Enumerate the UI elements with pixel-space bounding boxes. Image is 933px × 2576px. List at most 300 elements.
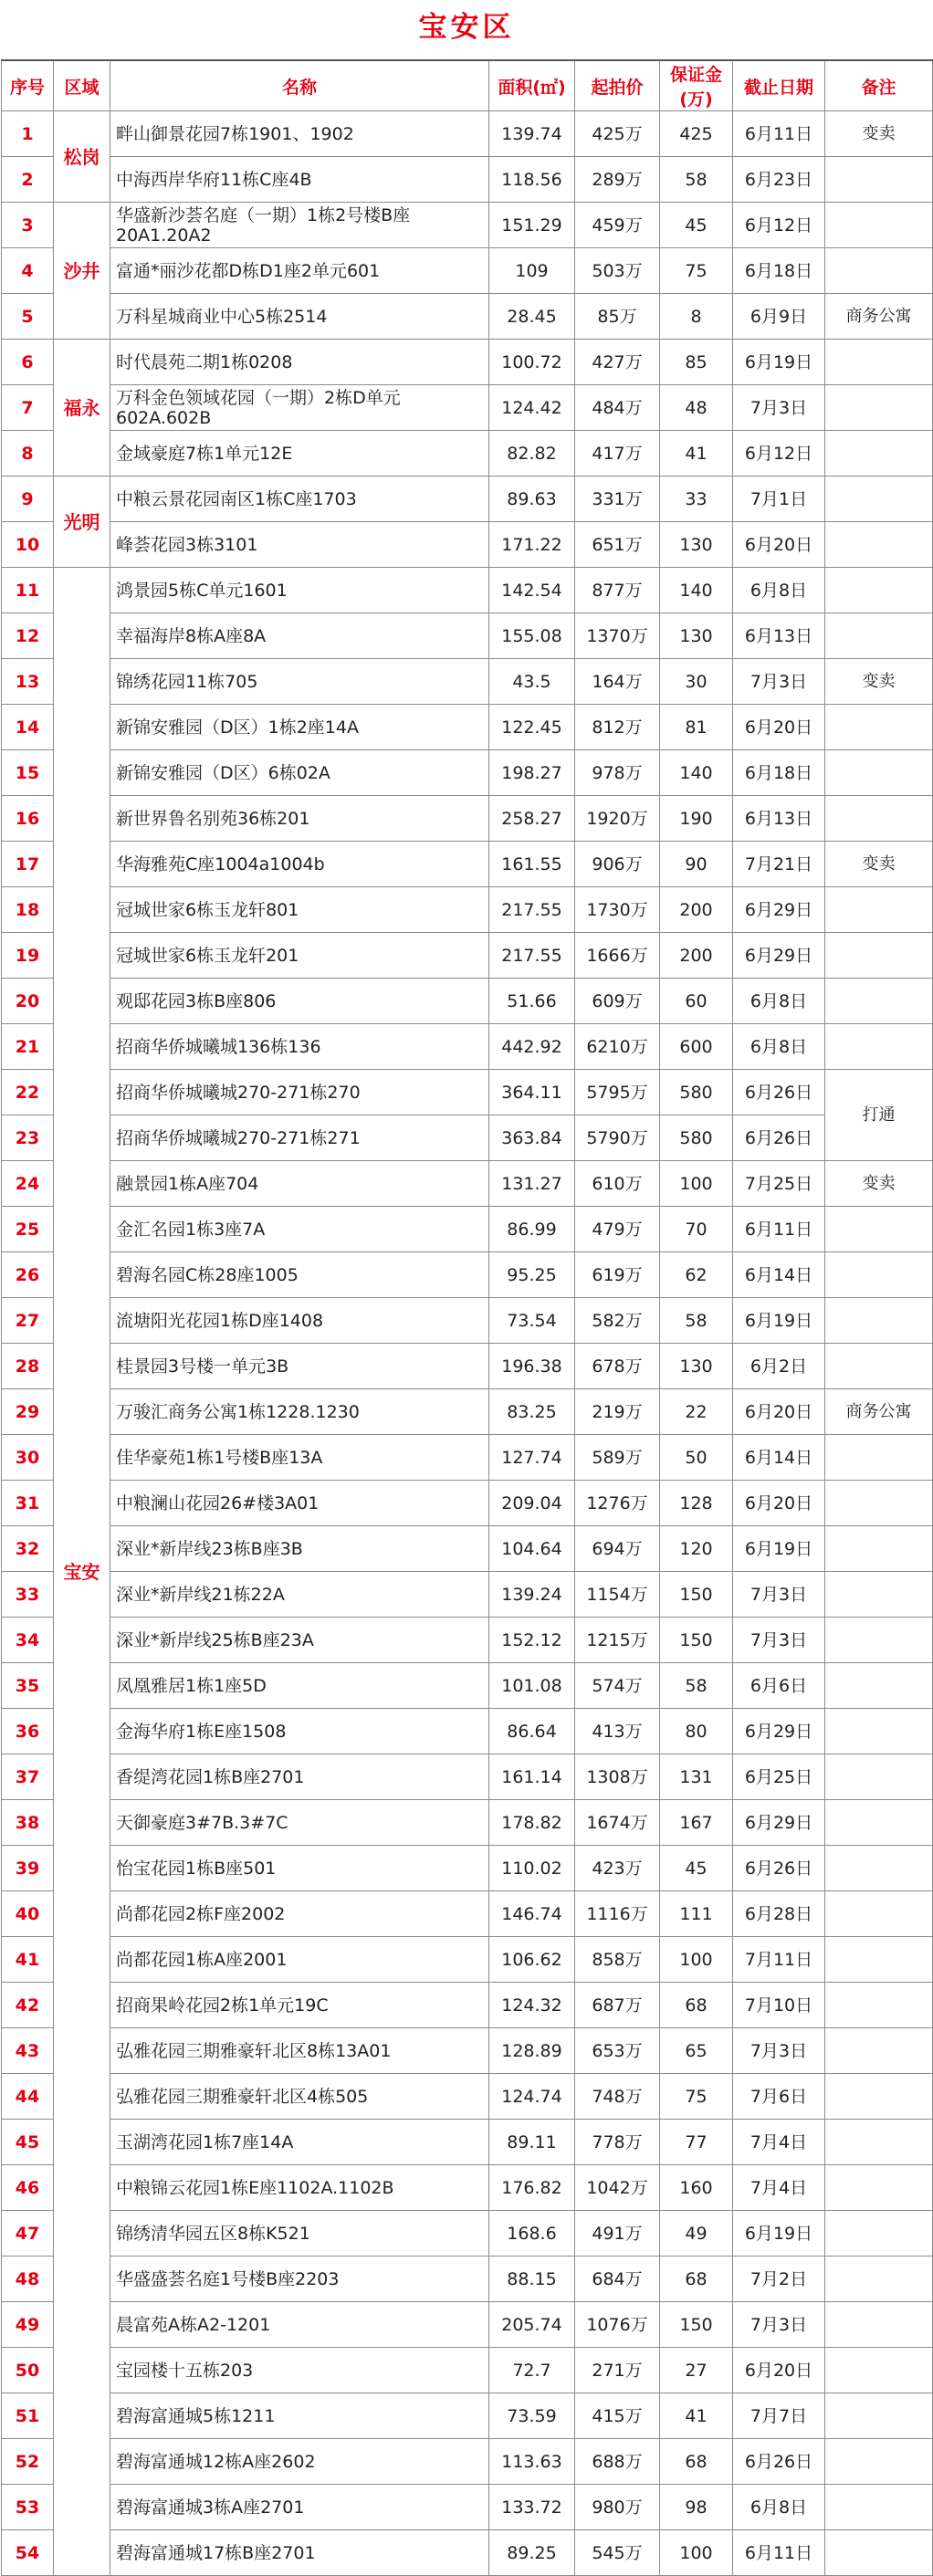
row-note — [825, 2348, 933, 2393]
table-row — [2, 568, 933, 613]
row-seq: 54 — [2, 2530, 54, 2576]
row-seq: 47 — [2, 2211, 54, 2257]
row-name-line: 新世界鲁名别苑36栋201 — [116, 808, 310, 829]
row-price: 6210万 — [575, 1024, 660, 1070]
row-name-line: 新锦安雅园（D区）1栋2座14A — [116, 717, 359, 738]
row-deposit: 580 — [660, 1070, 733, 1115]
row-deadline: 7月3日 — [733, 2028, 825, 2074]
row-note: 变卖 — [825, 111, 933, 157]
row-name-line: 冠城世家6栋玉龙轩801 — [116, 899, 299, 920]
row-deadline: 7月4日 — [733, 2165, 825, 2211]
row-name — [110, 1161, 489, 1207]
row-deadline: 6月18日 — [733, 750, 825, 796]
row-deadline: 7月3日 — [733, 385, 825, 431]
row-note — [825, 1754, 933, 1800]
row-deposit: 70 — [660, 1207, 733, 1252]
row-name — [110, 887, 489, 933]
table-row — [2, 2211, 933, 2257]
row-name-line: 佳华豪苑1栋1号楼B座13A — [116, 1447, 323, 1468]
row-deadline: 6月19日 — [733, 1298, 825, 1344]
row-note — [825, 2439, 933, 2485]
row-price: 980万 — [575, 2485, 660, 2530]
row-deadline: 6月8日 — [733, 568, 825, 613]
row-deposit: 58 — [660, 157, 733, 203]
row-deposit: 8 — [660, 294, 733, 340]
row-area: 86.99 — [489, 1207, 575, 1252]
row-deposit: 81 — [660, 705, 733, 750]
table-header-row — [2, 60, 933, 111]
row-deposit: 100 — [660, 2530, 733, 2576]
row-area: 89.25 — [489, 2530, 575, 2576]
row-note — [825, 979, 933, 1024]
row-name — [110, 2302, 489, 2348]
row-area: 131.27 — [489, 1161, 575, 1207]
table-row — [2, 2530, 933, 2576]
row-note — [825, 2257, 933, 2302]
row-deadline: 6月29日 — [733, 1800, 825, 1846]
row-note: 变卖 — [825, 1161, 933, 1207]
row-price: 1276万 — [575, 1481, 660, 1526]
table-row — [2, 887, 933, 933]
row-note — [825, 2074, 933, 2120]
row-note — [825, 385, 933, 431]
row-seq: 30 — [2, 1435, 54, 1481]
row-deadline: 7月3日 — [733, 1618, 825, 1663]
row-deposit: 27 — [660, 2348, 733, 2393]
table-row — [2, 1252, 933, 1298]
row-name-line: 峰荟花园3栋3101 — [116, 534, 258, 555]
row-note — [825, 2211, 933, 2257]
row-deadline: 6月13日 — [733, 796, 825, 842]
row-name-line: 华海雅苑C座1004a1004b — [116, 853, 325, 874]
row-seq: 14 — [2, 705, 54, 750]
table-row — [2, 1207, 933, 1252]
row-name-line: 观邸花园3栋B座806 — [116, 990, 277, 1011]
row-deposit: 80 — [660, 1709, 733, 1754]
row-name-line: 华盛新沙荟名庭（一期）1栋2号楼B座 — [116, 204, 411, 225]
row-note — [825, 1983, 933, 2028]
row-name-line: 锦绣花园11栋705 — [116, 671, 258, 692]
row-name-line: 富通*丽沙花都D栋D1座2单元601 — [116, 260, 381, 281]
table-row — [2, 842, 933, 887]
header-name: 名称 — [110, 60, 489, 111]
row-name-line: 602A.602B — [116, 407, 212, 428]
row-name — [110, 1709, 489, 1754]
row-seq: 41 — [2, 1937, 54, 1983]
row-note — [825, 2165, 933, 2211]
row-deadline: 6月18日 — [733, 248, 825, 294]
row-note — [825, 1252, 933, 1298]
row-note — [825, 1344, 933, 1389]
row-price: 684万 — [575, 2257, 660, 2302]
row-name-line: 新锦安雅园（D区）6栋02A — [116, 762, 330, 783]
row-deadline: 6月9日 — [733, 294, 825, 340]
row-name — [110, 431, 489, 476]
row-area: 95.25 — [489, 1252, 575, 1298]
row-seq: 31 — [2, 1481, 54, 1526]
row-price: 651万 — [575, 522, 660, 568]
row-area: 198.27 — [489, 750, 575, 796]
row-deadline: 7月4日 — [733, 2120, 825, 2165]
row-name-line: 万骏汇商务公寓1栋1228.1230 — [116, 1401, 360, 1422]
row-name — [110, 796, 489, 842]
table-row — [2, 2257, 933, 2302]
row-note — [825, 1618, 933, 1663]
row-note — [825, 1937, 933, 1983]
row-name — [110, 659, 489, 705]
row-seq: 46 — [2, 2165, 54, 2211]
row-name-line: 天御豪庭3#7B.3#7C — [116, 1812, 288, 1833]
row-deposit: 150 — [660, 2302, 733, 2348]
table-row — [2, 476, 933, 522]
row-area: 128.89 — [489, 2028, 575, 2074]
table-row — [2, 1070, 933, 1115]
row-name-line: 深业*新岸线21栋22A — [116, 1584, 285, 1605]
row-deposit: 45 — [660, 1846, 733, 1891]
table-row — [2, 431, 933, 476]
row-name — [110, 2393, 489, 2439]
row-seq: 48 — [2, 2257, 54, 2302]
row-name-line: 融景园1栋A座704 — [116, 1173, 259, 1194]
row-deadline: 6月20日 — [733, 2348, 825, 2393]
table-row — [2, 659, 933, 705]
table-row — [2, 1572, 933, 1618]
table-row — [2, 1389, 933, 1435]
region-cell: 松岗 — [54, 111, 110, 203]
row-note — [825, 1663, 933, 1709]
row-seq: 28 — [2, 1344, 54, 1389]
row-name — [110, 1846, 489, 1891]
row-name — [110, 522, 489, 568]
row-name-line: 尚都花园2栋F座2002 — [116, 1903, 286, 1924]
row-area: 51.66 — [489, 979, 575, 1024]
row-deadline: 6月29日 — [733, 1709, 825, 1754]
row-name-line: 碧海富通城12栋A座2602 — [116, 2451, 316, 2472]
row-seq: 2 — [2, 157, 54, 203]
row-deadline: 7月3日 — [733, 2302, 825, 2348]
row-price: 427万 — [575, 340, 660, 385]
region-cell: 光明 — [54, 476, 110, 568]
row-seq: 6 — [2, 340, 54, 385]
row-deadline: 7月21日 — [733, 842, 825, 887]
row-name-line: 鸿景园5栋C单元1601 — [116, 580, 288, 601]
row-deposit: 100 — [660, 1161, 733, 1207]
row-deposit: 90 — [660, 842, 733, 887]
row-seq: 10 — [2, 522, 54, 568]
table-body — [2, 111, 933, 2576]
row-price: 582万 — [575, 1298, 660, 1344]
row-name — [110, 1800, 489, 1846]
row-price: 1116万 — [575, 1891, 660, 1937]
row-deposit: 425 — [660, 111, 733, 157]
row-deposit: 68 — [660, 1983, 733, 2028]
row-deadline: 6月19日 — [733, 340, 825, 385]
table-row — [2, 1663, 933, 1709]
row-deposit: 75 — [660, 248, 733, 294]
table-row — [2, 2485, 933, 2530]
row-name — [110, 157, 489, 203]
row-price: 574万 — [575, 1663, 660, 1709]
row-price: 484万 — [575, 385, 660, 431]
row-price: 1042万 — [575, 2165, 660, 2211]
row-deadline: 6月12日 — [733, 203, 825, 248]
row-name — [110, 2439, 489, 2485]
row-deadline: 6月13日 — [733, 613, 825, 659]
row-deposit: 190 — [660, 796, 733, 842]
row-price: 978万 — [575, 750, 660, 796]
row-note — [825, 340, 933, 385]
row-name-line: 金汇名园1栋3座7A — [116, 1219, 266, 1240]
row-name — [110, 1754, 489, 1800]
row-note: 变卖 — [825, 842, 933, 887]
auction-table — [1, 59, 933, 2576]
row-seq: 9 — [2, 476, 54, 522]
table-row — [2, 1024, 933, 1070]
row-area: 110.02 — [489, 1846, 575, 1891]
table-row — [2, 2165, 933, 2211]
row-name-line: 碧海富通城3栋A座2701 — [116, 2497, 305, 2518]
row-name-line: 万科星城商业中心5栋2514 — [116, 306, 328, 327]
row-deposit: 160 — [660, 2165, 733, 2211]
row-deposit: 41 — [660, 2393, 733, 2439]
row-name-line: 玉湖湾花园1栋7座14A — [116, 2131, 294, 2152]
row-deadline: 6月28日 — [733, 1891, 825, 1937]
table-row — [2, 2439, 933, 2485]
row-deposit: 600 — [660, 1024, 733, 1070]
row-area: 118.56 — [489, 157, 575, 203]
row-deadline: 6月20日 — [733, 1481, 825, 1526]
row-note — [825, 568, 933, 613]
row-deposit: 62 — [660, 1252, 733, 1298]
row-deadline: 6月8日 — [733, 2485, 825, 2530]
row-area: 161.55 — [489, 842, 575, 887]
row-name-line: 金海华府1栋E座1508 — [116, 1721, 287, 1742]
row-price: 491万 — [575, 2211, 660, 2257]
row-name-line: 招商华侨城曦城270-271栋270 — [116, 1082, 361, 1103]
row-deposit: 48 — [660, 385, 733, 431]
row-price: 289万 — [575, 157, 660, 203]
row-area: 155.08 — [489, 613, 575, 659]
row-name-line: 怡宝花园1栋B座501 — [116, 1858, 277, 1879]
row-deadline: 6月26日 — [733, 1846, 825, 1891]
row-price: 1666万 — [575, 933, 660, 979]
row-seq: 37 — [2, 1754, 54, 1800]
row-name-line: 碧海富通城17栋B座2701 — [116, 2542, 316, 2563]
row-name-line: 弘雅花园三期雅豪轩北区8栋13A01 — [116, 2040, 392, 2061]
row-seq: 43 — [2, 2028, 54, 2074]
row-note — [825, 933, 933, 979]
row-deposit: 33 — [660, 476, 733, 522]
row-name — [110, 385, 489, 431]
row-name — [110, 2530, 489, 2576]
row-price: 417万 — [575, 431, 660, 476]
row-note: 商务公寓 — [825, 1389, 933, 1435]
row-name — [110, 1891, 489, 1937]
row-deadline: 6月20日 — [733, 1389, 825, 1435]
row-note — [825, 1207, 933, 1252]
row-name — [110, 1481, 489, 1526]
row-name-line: 碧海富通城5栋1211 — [116, 2405, 276, 2426]
row-price: 425万 — [575, 111, 660, 157]
row-seq: 34 — [2, 1618, 54, 1663]
header-deposit: 保证金(万) — [660, 60, 733, 111]
row-name — [110, 1526, 489, 1572]
row-area: 28.45 — [489, 294, 575, 340]
row-name — [110, 750, 489, 796]
row-seq: 35 — [2, 1663, 54, 1709]
row-deposit: 130 — [660, 613, 733, 659]
row-name-line: 深业*新岸线23栋B座3B — [116, 1538, 303, 1559]
row-deposit: 68 — [660, 2257, 733, 2302]
row-seq: 1 — [2, 111, 54, 157]
row-deposit: 65 — [660, 2028, 733, 2074]
page-title: 宝安区 — [418, 11, 515, 44]
row-price: 423万 — [575, 1846, 660, 1891]
table-row — [2, 1344, 933, 1389]
row-price: 271万 — [575, 2348, 660, 2393]
row-name — [110, 476, 489, 522]
row-note — [825, 1800, 933, 1846]
row-deadline: 7月3日 — [733, 1572, 825, 1618]
table-row — [2, 111, 933, 157]
row-price: 687万 — [575, 1983, 660, 2028]
row-price: 1674万 — [575, 1800, 660, 1846]
row-area: 176.82 — [489, 2165, 575, 2211]
header-price: 起拍价 — [575, 60, 660, 111]
row-area: 258.27 — [489, 796, 575, 842]
table-row — [2, 203, 933, 248]
row-area: 82.82 — [489, 431, 575, 476]
table-row — [2, 248, 933, 294]
row-area: 73.59 — [489, 2393, 575, 2439]
row-seq: 7 — [2, 385, 54, 431]
region-cell: 沙井 — [54, 203, 110, 340]
row-note — [825, 2485, 933, 2530]
row-name-line: 冠城世家6栋玉龙轩201 — [116, 945, 299, 966]
row-note — [825, 796, 933, 842]
row-name-line: 尚都花园1栋A座2001 — [116, 1949, 288, 1970]
row-note — [825, 887, 933, 933]
row-deposit: 111 — [660, 1891, 733, 1937]
row-area: 364.11 — [489, 1070, 575, 1115]
row-area: 73.54 — [489, 1298, 575, 1344]
row-area: 89.63 — [489, 476, 575, 522]
row-area: 104.64 — [489, 1526, 575, 1572]
row-seq: 39 — [2, 1846, 54, 1891]
row-price: 5795万 — [575, 1070, 660, 1115]
row-price: 1308万 — [575, 1754, 660, 1800]
row-name — [110, 1252, 489, 1298]
row-deadline: 6月20日 — [733, 522, 825, 568]
row-price: 609万 — [575, 979, 660, 1024]
table-row — [2, 1526, 933, 1572]
row-price: 778万 — [575, 2120, 660, 2165]
row-name — [110, 1070, 489, 1115]
row-name — [110, 1618, 489, 1663]
row-deadline: 6月2日 — [733, 1344, 825, 1389]
row-deposit: 131 — [660, 1754, 733, 1800]
row-deposit: 167 — [660, 1800, 733, 1846]
row-note — [825, 705, 933, 750]
row-deadline: 6月11日 — [733, 111, 825, 157]
row-name-line: 中粮云景花园南区1栋C座1703 — [116, 488, 357, 509]
table-row — [2, 2348, 933, 2393]
row-note — [825, 1298, 933, 1344]
row-deadline: 7月3日 — [733, 659, 825, 705]
row-deposit: 130 — [660, 1344, 733, 1389]
table-row — [2, 979, 933, 1024]
row-deposit: 60 — [660, 979, 733, 1024]
row-area: 217.55 — [489, 933, 575, 979]
row-seq: 22 — [2, 1070, 54, 1115]
row-name — [110, 2165, 489, 2211]
row-note: 打通 — [825, 1070, 933, 1161]
row-seq: 51 — [2, 2393, 54, 2439]
row-seq: 3 — [2, 203, 54, 248]
row-note — [825, 203, 933, 248]
row-seq: 4 — [2, 248, 54, 294]
row-note — [825, 1891, 933, 1937]
row-name — [110, 842, 489, 887]
row-note — [825, 431, 933, 476]
row-deposit: 150 — [660, 1572, 733, 1618]
row-deposit: 200 — [660, 887, 733, 933]
row-price: 589万 — [575, 1435, 660, 1481]
table-row — [2, 522, 933, 568]
row-price: 1370万 — [575, 613, 660, 659]
row-area: 101.08 — [489, 1663, 575, 1709]
row-deposit: 120 — [660, 1526, 733, 1572]
row-deadline: 6月6日 — [733, 1663, 825, 1709]
table-row — [2, 1709, 933, 1754]
row-note — [825, 1526, 933, 1572]
row-area: 86.64 — [489, 1709, 575, 1754]
row-name — [110, 568, 489, 613]
row-note — [825, 248, 933, 294]
table-row — [2, 2074, 933, 2120]
row-area: 124.42 — [489, 385, 575, 431]
row-deposit: 580 — [660, 1115, 733, 1161]
row-seq: 26 — [2, 1252, 54, 1298]
row-deposit: 85 — [660, 340, 733, 385]
row-note: 变卖 — [825, 659, 933, 705]
row-deadline: 6月20日 — [733, 705, 825, 750]
row-seq: 52 — [2, 2439, 54, 2485]
row-note — [825, 2530, 933, 2576]
row-area: 109 — [489, 248, 575, 294]
row-name-line: 招商华侨城曦城136栋136 — [116, 1036, 321, 1057]
row-name — [110, 2211, 489, 2257]
row-deadline: 6月8日 — [733, 1024, 825, 1070]
row-area: 168.6 — [489, 2211, 575, 2257]
row-area: 363.84 — [489, 1115, 575, 1161]
row-name-line: 招商果岭花园2栋1单元19C — [116, 1995, 329, 2016]
row-name — [110, 1298, 489, 1344]
row-seq: 5 — [2, 294, 54, 340]
table-row — [2, 933, 933, 979]
row-price: 812万 — [575, 705, 660, 750]
table-row — [2, 1846, 933, 1891]
row-seq: 33 — [2, 1572, 54, 1618]
row-seq: 12 — [2, 613, 54, 659]
row-price: 545万 — [575, 2530, 660, 2576]
row-name-line: 中海西岸华府11栋C座4B — [116, 169, 312, 190]
row-area: 83.25 — [489, 1389, 575, 1435]
row-area: 217.55 — [489, 887, 575, 933]
row-name-line: 碧海名园C栋28座1005 — [116, 1264, 299, 1285]
row-name — [110, 2257, 489, 2302]
row-area: 89.11 — [489, 2120, 575, 2165]
